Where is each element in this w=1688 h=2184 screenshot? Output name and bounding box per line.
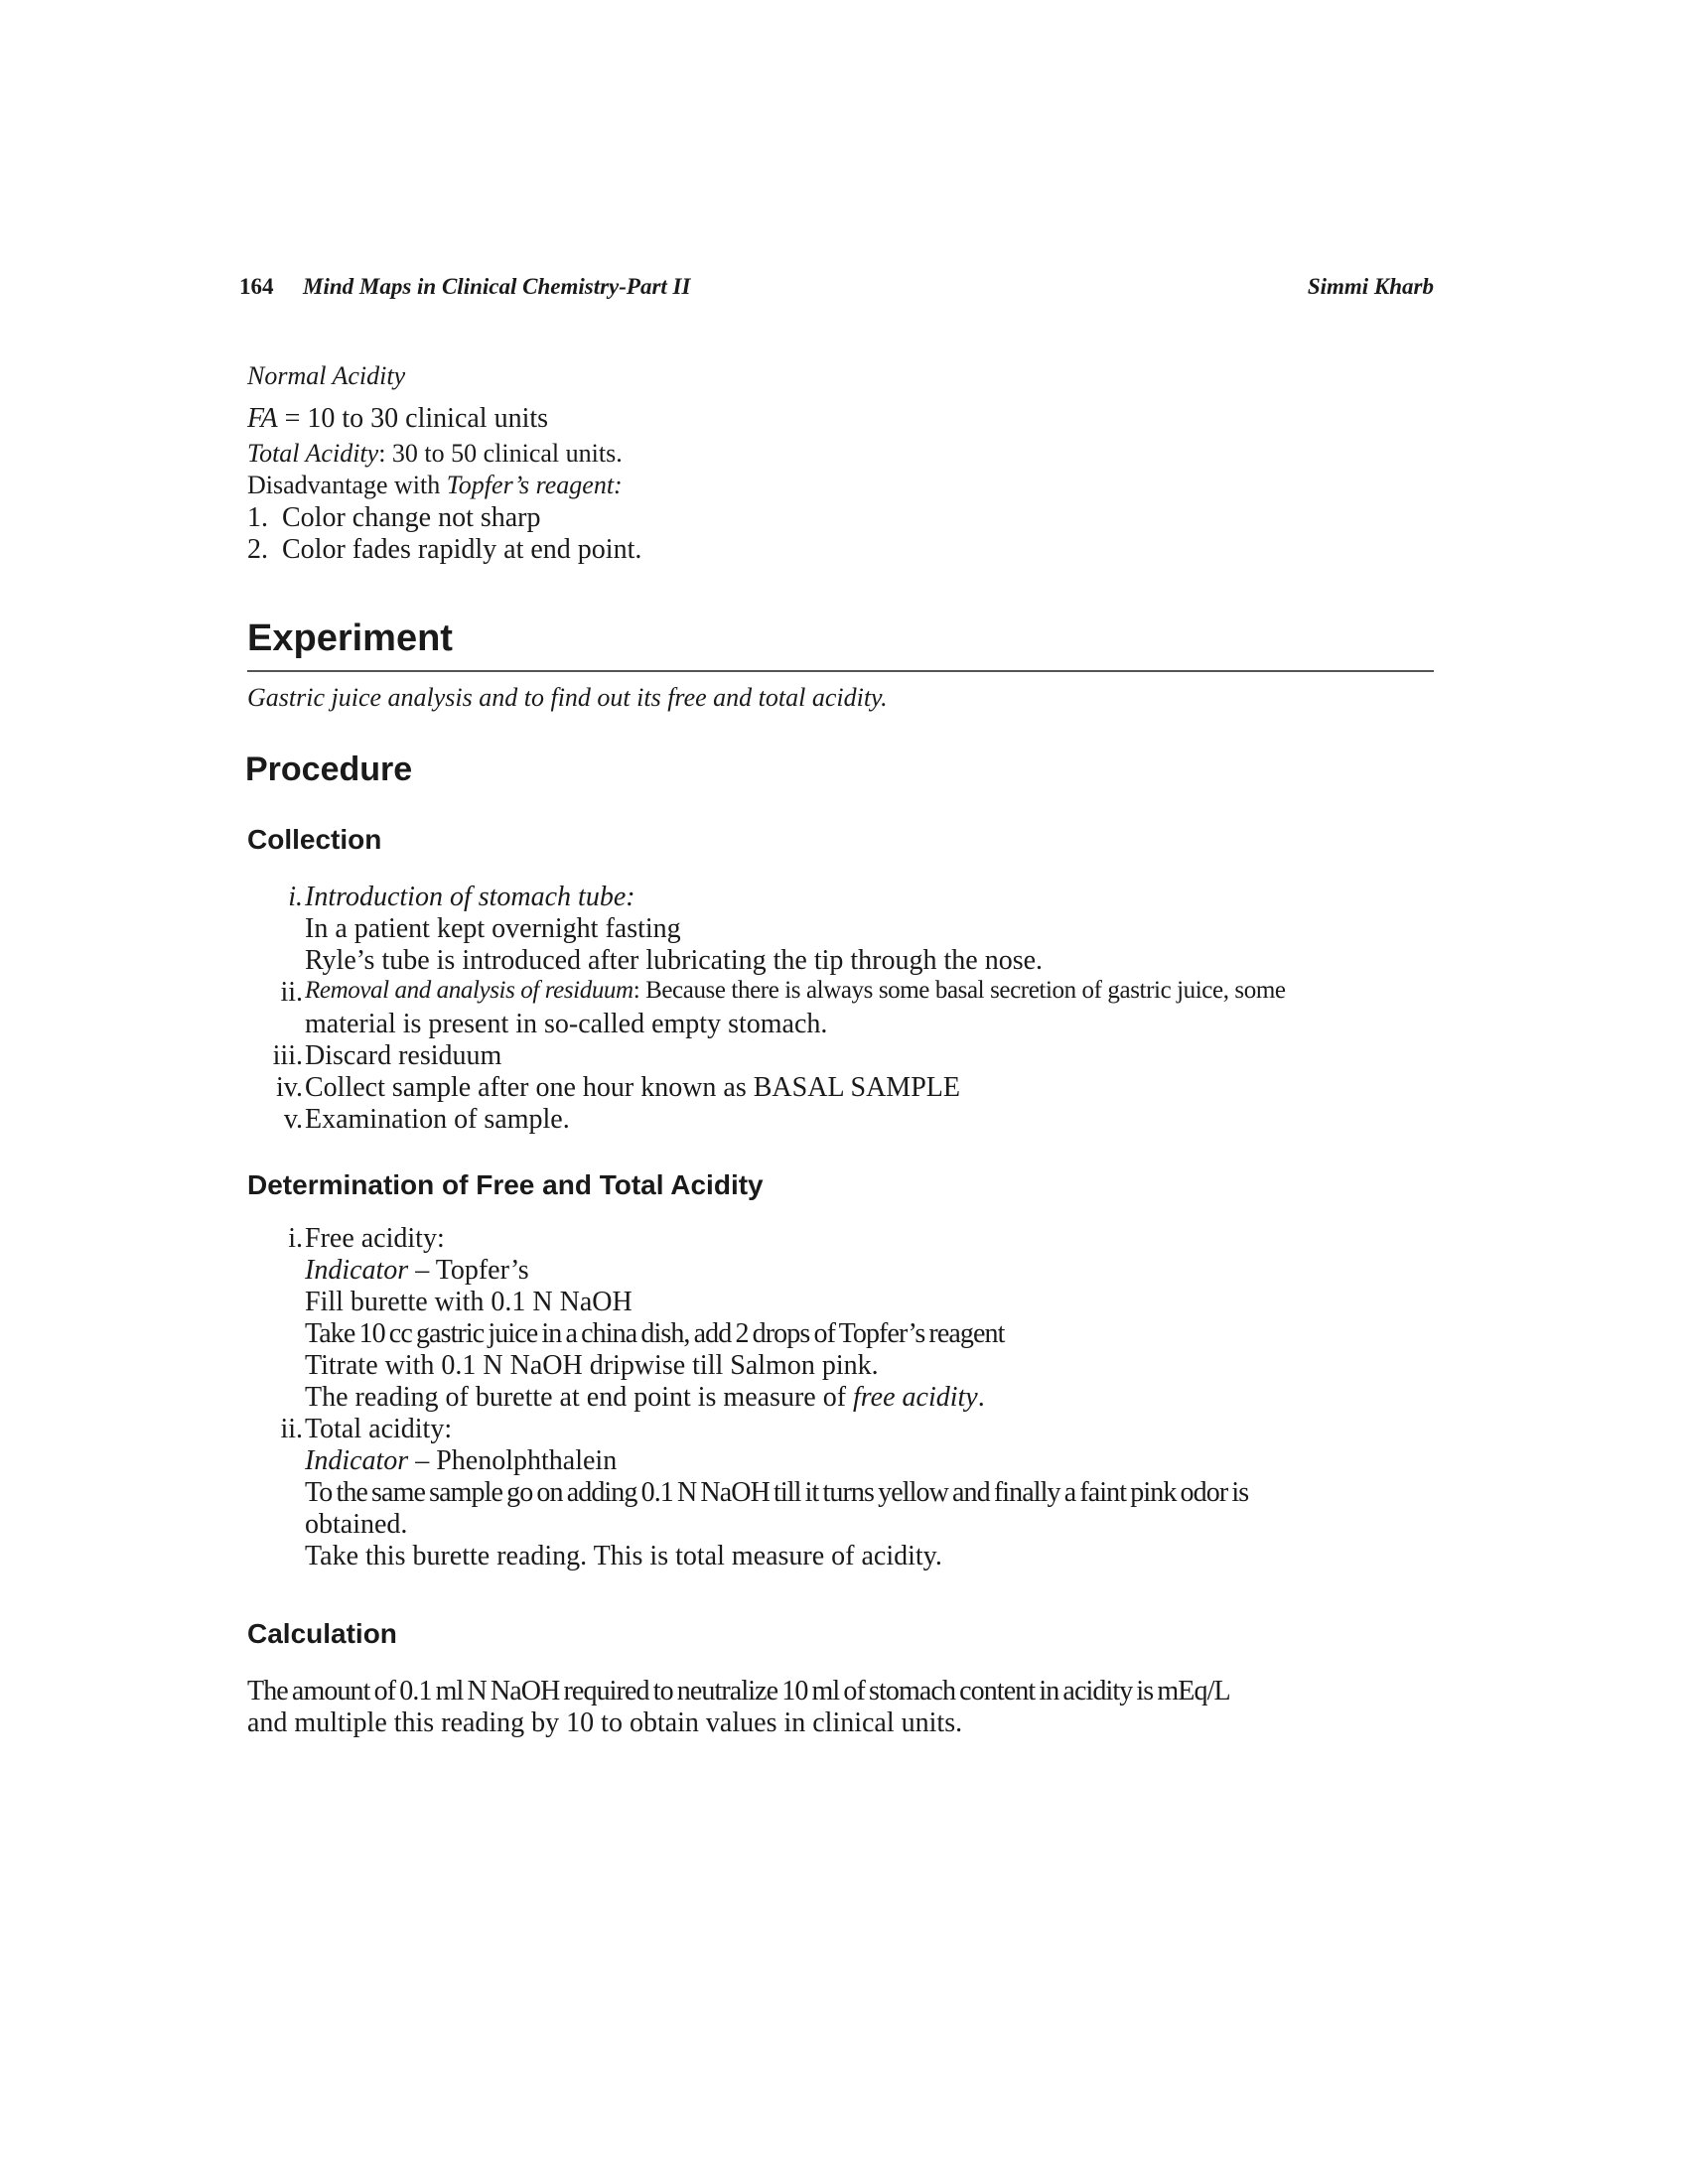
indicator-value: – Phenolphthalein [408,1445,618,1476]
calculation-heading: Calculation [247,1618,397,1649]
disadvantage-line [247,471,623,500]
determination-heading: Determination of Free and Total Acidity [247,1169,764,1200]
experiment-aim: Gastric juice analysis and to find out its free and total acidity. [247,683,888,712]
point-text: Color change not sharp [282,502,541,533]
collection-item-i-line1: In a patient kept overnight fasting [305,913,681,944]
collection-item-ii-number: ii. [280,977,303,1008]
total-acidity-line2: obtained. [305,1509,408,1540]
calculation-line2: and multiple this reading by 10 to obtain values in clinical units. [247,1707,963,1738]
procedure-heading: Procedure [245,751,413,788]
determination-item-i-number: i. [288,1223,303,1254]
section-divider [247,670,1434,672]
total-acidity-title: Total acidity: [305,1414,453,1444]
collection-item-i-title: Introduction of stomach tube: [305,882,635,912]
book-title: Mind Maps in Clinical Chemistry-Part II [303,274,691,299]
indicator-label: Indicator [305,1255,409,1286]
free-acidity-line3: Titrate with 0.1 N NaOH dripwise till Salmon pink. [305,1350,879,1381]
line4-italic: free acidity [853,1382,978,1413]
free-acidity-line4 [305,1382,985,1414]
free-acidity-line2: Take 10 cc gastric juice in a china dish, add 2 drops of Topfer’s reagent [305,1318,1005,1349]
collection-item-i-line2: Ryle’s tube is introduced after lubricating the tip through the nose. [305,945,1044,976]
normal-acidity-heading: Normal Acidity [247,361,406,390]
collection-item-iii: Discard residuum [305,1040,502,1071]
fa-label: FA [247,403,278,434]
free-acidity-indicator [305,1255,529,1287]
free-acidity-range [247,403,548,435]
point-text: Color fades rapidly at end point. [282,534,642,565]
residuum-title: Removal and analysis of residuum [305,977,633,1004]
disadvantage-point-2 [247,534,641,566]
author-name: Simmi Kharb [1307,274,1434,299]
total-acidity-label: Total Acidity [247,439,379,468]
page-number: 164 [239,274,274,299]
free-acidity-title: Free acidity: [305,1223,445,1254]
experiment-heading: Experiment [247,617,453,659]
indicator-label: Indicator [305,1445,409,1476]
collection-item-iv-number: iv. [276,1072,303,1103]
determination-item-ii-number: ii. [280,1414,303,1444]
line4-prefix: The reading of burette at end point is measure of [305,1382,854,1413]
collection-item-ii [305,977,1286,1005]
point-number: 2. [247,534,268,565]
point-number: 1. [247,502,268,533]
total-acidity-value: : 30 to 50 clinical units. [378,439,623,468]
running-header [239,274,690,300]
fa-value: = 10 to 30 clinical units [277,403,549,434]
total-acidity-line1: To the same sample go on adding 0.1 N NaOH till it turns yellow and finally a faint pink odor is [305,1477,1249,1508]
disadvantage-reagent: Topfer’s reagent: [446,471,623,499]
indicator-value: – Topfer’s [408,1255,529,1286]
collection-item-v-number: v. [283,1104,303,1135]
line4-suffix: . [977,1382,985,1413]
total-acidity-line3: Take this burette reading. This is total measure of acidity. [305,1541,942,1571]
collection-item-v: Examination of sample. [305,1104,570,1135]
total-acidity-indicator [305,1445,617,1477]
collection-heading: Collection [247,824,382,855]
disadvantage-point-1 [247,502,541,534]
collection-item-ii-line2: material is present in so-called empty stomach. [305,1009,828,1039]
collection-item-iii-number: iii. [272,1040,303,1071]
calculation-line1: The amount of 0.1 ml N NaOH required to neutralize 10 ml of stomach content in acidity is mEq/L [247,1676,1230,1706]
total-acidity-range [247,439,623,469]
residuum-text: : Because there is always some basal secretion of gastric juice, some [633,977,1286,1004]
collection-item-i-number: i. [288,882,303,912]
free-acidity-line1: Fill burette with 0.1 N NaOH [305,1287,633,1317]
collection-item-iv: Collect sample after one hour known as BASAL SAMPLE [305,1072,960,1103]
disadvantage-prefix: Disadvantage with [247,471,447,499]
